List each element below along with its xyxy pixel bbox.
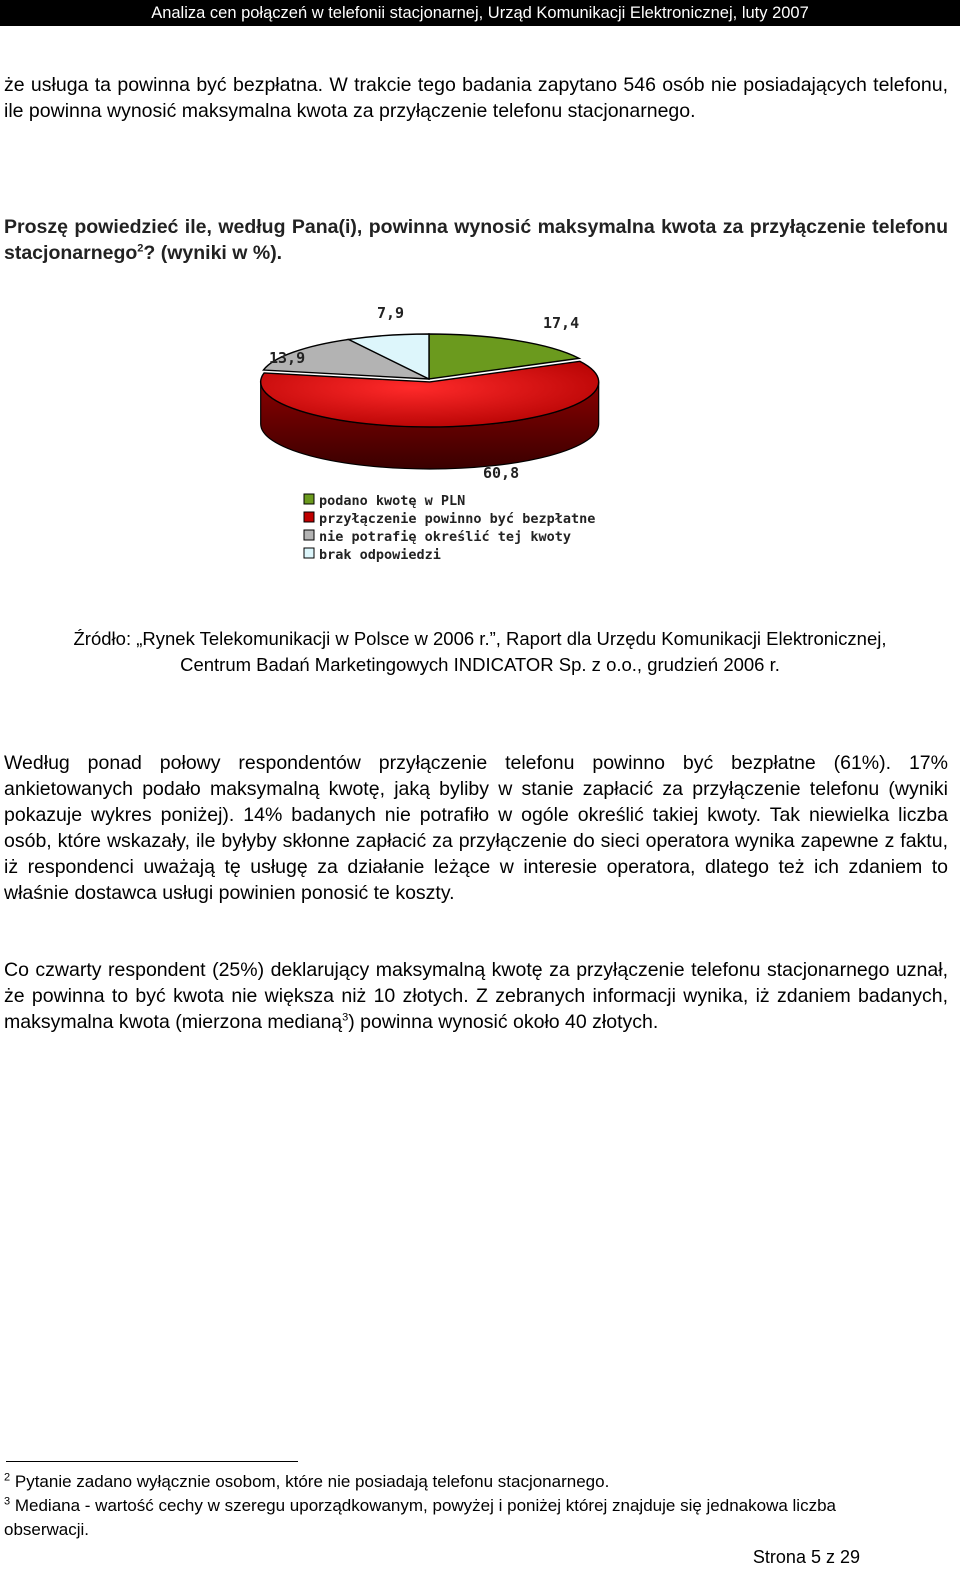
legend-swatch-1 — [304, 494, 314, 504]
survey-question — [4, 214, 948, 266]
body-paragraph-2 — [4, 957, 948, 1035]
footnote-2-number: 2 — [4, 1471, 11, 1484]
footnote-3-text: Mediana - wartość cechy w szeregu uporządkowanym, powyżej i poniżej której znajduje się jednakowa liczba obserwacji. — [4, 1496, 836, 1539]
footnote-ref-3: 3 — [342, 1011, 349, 1024]
pie-value-label-3: 13,9 — [269, 349, 306, 367]
footnote-2 — [4, 1470, 904, 1494]
legend-label-1: podano kwotę w PLN — [319, 493, 466, 509]
legend-swatch-2 — [304, 512, 314, 522]
footnote-ref-2: 2 — [137, 242, 144, 255]
page-number: Strona 5 z 29 — [752, 1547, 860, 1567]
body-paragraph-1: Według ponad połowy respondentów przyłączenie telefonu powinno być bezpłatne (61%). 17% ankietowanych podało maksymalną kwotę, jaką byliby w stanie zapłacić za przyłączenie telefonu (wyniki pokazuje wykres poniżej). 14% badanych nie potrafiło w ogóle określić takiej kwoty. Tak niewielka liczba osób, które wskazały, ile byłyby skłonne zapłacić za przyłączenie do sieci operatora wynika zapewne z faktu, iż respondenci uważają tę usługę za działanie leżące w interesie operatora, dlatego też ich zdaniem to właśnie dostawca usługi powinien ponosić te koszty. — [4, 752, 948, 904]
source-line-1: Źródło: „Rynek Telekomunikacji w Polsce w 2006 r.”, Raport dla Urzędu Komunikacji Elektronicznej, — [73, 628, 887, 649]
pie-value-label-1: 17,4 — [543, 314, 580, 332]
legend-swatch-4 — [304, 548, 314, 558]
source-line-2: Centrum Badań Marketingowych INDICATOR Sp. z o.o., grudzień 2006 r. — [180, 654, 780, 675]
paragraph-2-suffix: ) powinna wynosić około 40 złotych. — [348, 1011, 659, 1033]
legend-label-3: nie potrafię określić tej kwoty — [319, 529, 571, 545]
footnote-3-number: 3 — [4, 1495, 11, 1508]
paragraph-2-text: Co czwarty respondent (25%) deklarujący maksymalną kwotę za przyłączenie telefonu stacjonarnego uznał, że powinna to być kwota nie większa niż 10 złotych. Z zebranych informacji wynika, iż zdaniem badanych, maksymalna kwota (mierzona medianą — [4, 959, 948, 1033]
footnote-2-text: Pytanie zadano wyłącznie osobom, które nie posiadają telefonu stacjonarnego. — [14, 1472, 610, 1491]
question-suffix: ? (wyniki w %). — [143, 242, 283, 264]
pie-value-label-4: 7,9 — [377, 304, 405, 322]
pie-value-label-2: 60,8 — [483, 464, 520, 482]
page-header: Analiza cen połączeń w telefonii stacjonarnej, Urząd Komunikacji Elektronicznej, luty 2007 — [0, 0, 960, 26]
legend-label-2: przyłączenie powinno być bezpłatne — [319, 511, 596, 527]
intro-paragraph: że usługa ta powinna być bezpłatna. W trakcie tego badania zapytano 546 osób nie posiadających telefonu, ile powinna wynosić maksymalna kwota za przyłączenie telefonu stacjonarnego. — [4, 74, 948, 122]
footnote-divider — [6, 1461, 298, 1462]
legend-swatch-3 — [304, 530, 314, 540]
pie-chart — [240, 300, 640, 590]
question-text: Proszę powiedzieć ile, według Pana(i), powinna wynosić maksymalna kwota za przyłączenie telefonu stacjonarnego — [4, 216, 948, 264]
legend-label-4: brak odpowiedzi — [319, 547, 441, 563]
footnote-3 — [4, 1494, 904, 1542]
chart-source — [0, 626, 960, 678]
